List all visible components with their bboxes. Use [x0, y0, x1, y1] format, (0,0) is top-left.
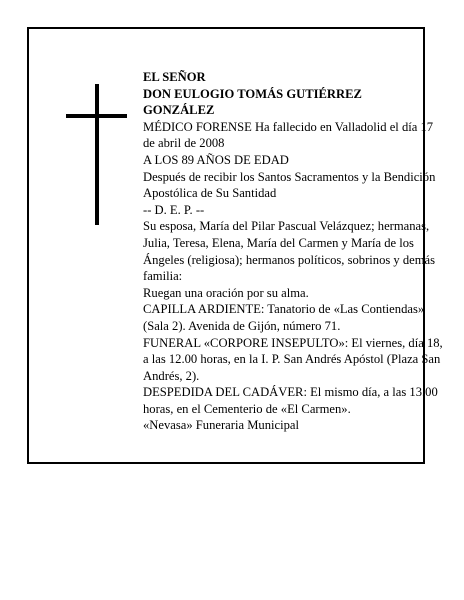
obituary-text: [143, 69, 443, 434]
death-announcement: MÉDICO FORENSE Ha fallecido en Valladolid el día 17 de abril de 2008: [143, 119, 434, 151]
farewell-line: DESPEDIDA DEL CADÁVER: El mismo día, a las 13.00 horas, en el Cementerio de «El Carmen».: [143, 385, 438, 416]
deceased-title: EL SEÑOR: [143, 70, 206, 84]
sacraments-line: Después de recibir los Santos Sacramentos y la Bendición Apostólica de Su Santidad: [143, 169, 436, 201]
chapel-line: CAPILLA ARDIENTE: Tanatorio de «Las Contiendas» (Sala 2). Avenida de Gijón, número 71.: [143, 302, 425, 333]
prayer-line: Ruegan una oración por su alma.: [143, 285, 309, 300]
deceased-name: DON EULOGIO TOMÁS GUTIÉRREZ: [143, 86, 362, 101]
age-line: A LOS 89 AÑOS DE EDAD: [143, 152, 289, 167]
cross-icon: [95, 84, 99, 225]
funeral-home-line: «Nevasa» Funeraria Municipal: [143, 418, 299, 433]
family-line: Su esposa, María del Pilar Pascual Velázquez; hermanas, Julia, Teresa, Elena, María del Carmen y María de los Ángeles (religiosa); hermanos políticos, sobrinos y demás familia:: [143, 219, 436, 284]
cross-icon-bar: [66, 114, 127, 118]
rip-line: -- D. E. P. --: [143, 202, 205, 217]
funeral-line: FUNERAL «CORPORE INSEPULTO»: El viernes, día 18, a las 12.00 horas, en la I. P. San Andrés Apóstol (Plaza San Andrés, 2).: [143, 335, 443, 383]
deceased-surname: GONZÁLEZ: [143, 103, 215, 118]
obituary-card: [27, 27, 443, 464]
